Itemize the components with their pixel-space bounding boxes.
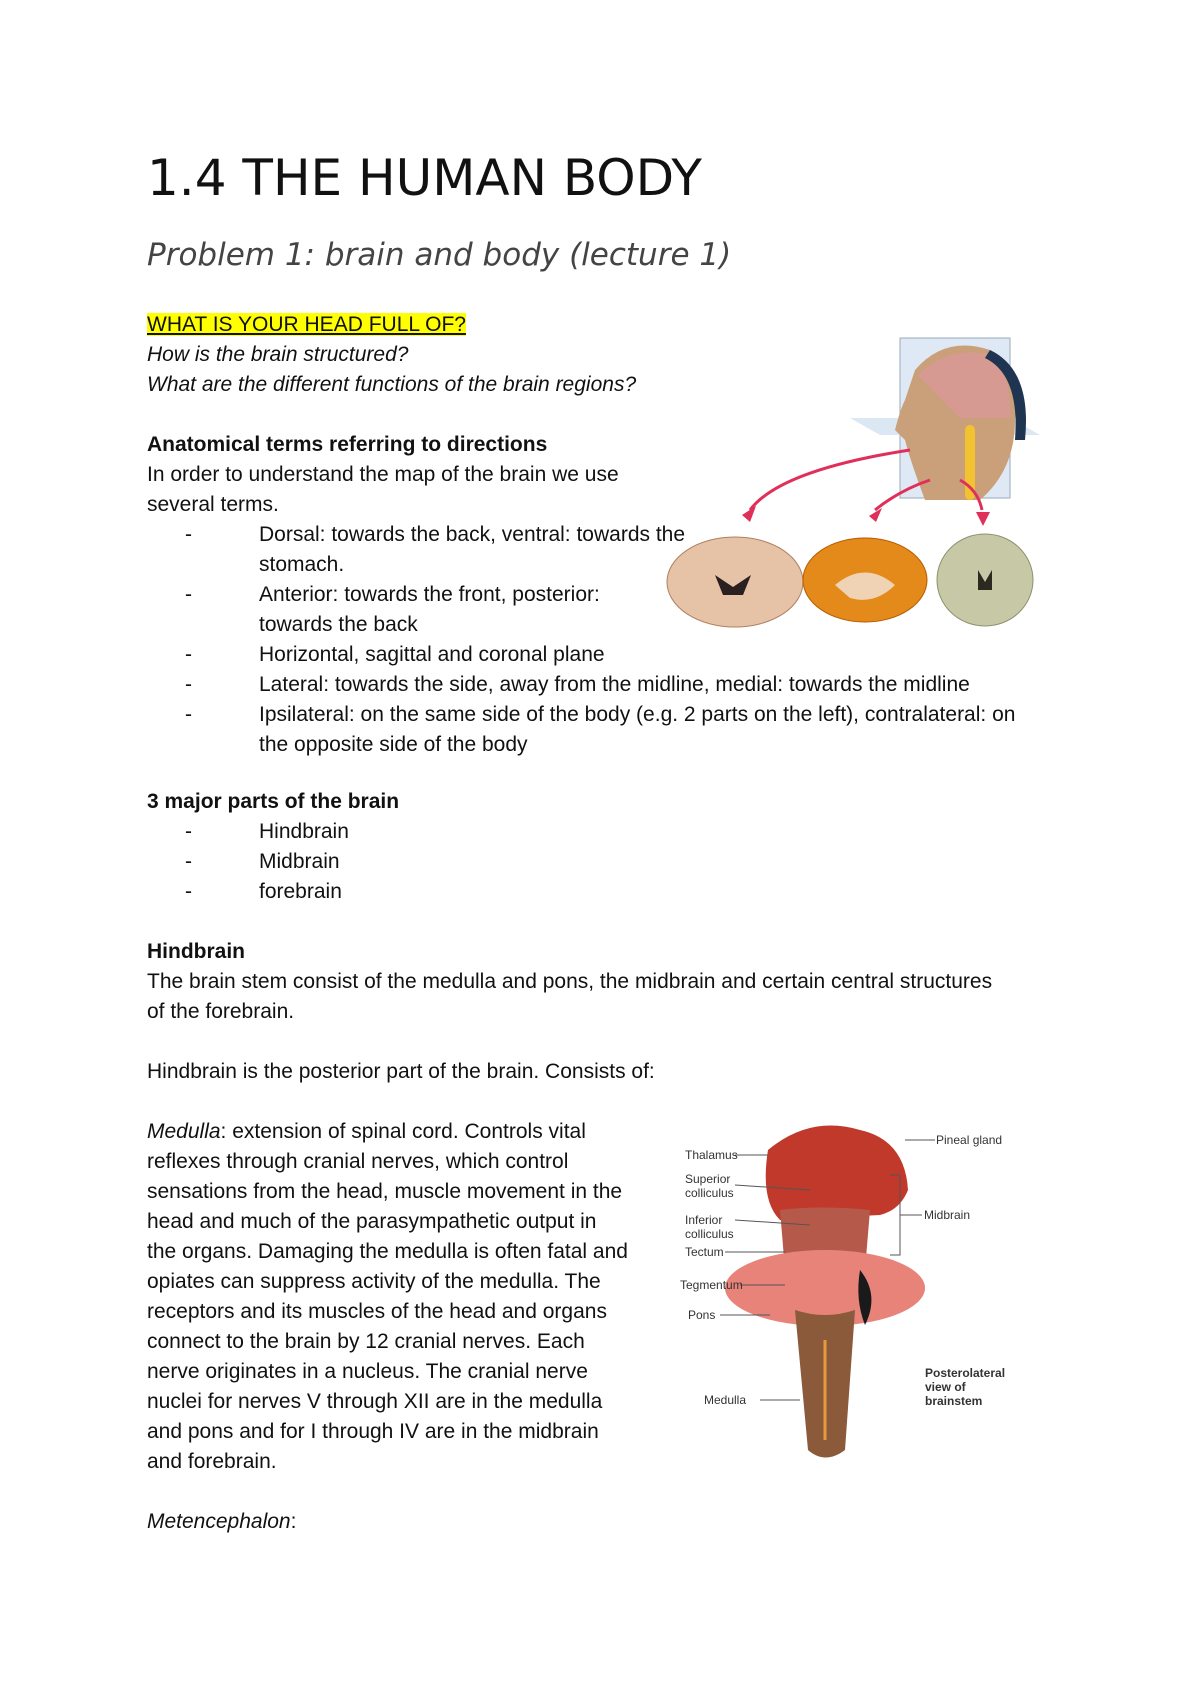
arrowhead-icon (976, 512, 990, 526)
paragraph-line: and forebrain. (147, 1450, 277, 1473)
list-line: Ipsilateral: on the same side of the body (e.g. 2 parts on the left), contralateral: on (259, 703, 1016, 726)
anatomical-heading: Anatomical terms referring to directions (147, 433, 548, 456)
arrowhead-icon (742, 506, 756, 522)
coronal-brain-section (937, 534, 1033, 626)
paragraph-line: reflexes through cranial nerves, which control (147, 1150, 569, 1173)
bullet-dash: - (185, 880, 192, 903)
figure-caption: view of (925, 1380, 966, 1394)
body-text: several terms. (147, 493, 279, 516)
bullet-dash: - (185, 643, 192, 666)
page-subtitle: Problem 1: brain and body (lecture 1) (147, 237, 732, 273)
label-midbrain: Midbrain (924, 1208, 971, 1222)
bullet-dash: - (185, 820, 192, 843)
figure-caption: Posterolateral (925, 1366, 1006, 1380)
bullet-dash: - (185, 850, 192, 873)
body-text: Hindbrain is the posterior part of the brain. Consists of: (147, 1060, 655, 1083)
thalamus-shape (766, 1126, 908, 1221)
list-line: towards the back (259, 613, 418, 636)
label-colliculus: colliculus (685, 1227, 734, 1241)
label-pineal: Pineal gland (936, 1133, 1003, 1147)
body-text: of the forebrain. (147, 1000, 295, 1023)
paragraph-line: the organs. Damaging the medulla is often fatal and (147, 1240, 628, 1263)
paragraph-line: sensations from the head, muscle movement in the (147, 1180, 623, 1203)
label-colliculus: colliculus (685, 1186, 734, 1200)
list-item-text (259, 520, 685, 580)
term-colon: : (290, 1510, 297, 1533)
label-pons: Pons (688, 1308, 716, 1322)
highlighted-heading: WHAT IS YOUR HEAD FULL OF? (147, 313, 466, 336)
metencephalon-heading (147, 1507, 296, 1537)
question-text: How is the brain structured? (147, 343, 409, 366)
body-text: The brain stem consist of the medulla and pons, the midbrain and certain central structures (147, 970, 993, 993)
label-medulla: Medulla (704, 1393, 747, 1407)
term: Medulla (147, 1120, 221, 1143)
label-inferior: Inferior (685, 1213, 723, 1227)
section-heading (147, 310, 466, 340)
list-item-text (259, 580, 600, 640)
paragraph-line: connect to the brain by 12 cranial nerves. Each (147, 1330, 585, 1353)
bullet-dash: - (185, 523, 192, 546)
major-parts-heading: 3 major parts of the brain (147, 790, 400, 813)
paragraph-line: : extension of spinal cord. Controls vital (220, 1120, 586, 1143)
list-item-text: Hindbrain (259, 820, 349, 843)
medulla-paragraph (147, 1117, 586, 1147)
list-line: Dorsal: towards the back, ventral: towards the (259, 523, 686, 546)
term: Metencephalon (147, 1510, 291, 1533)
list-item-text: Horizontal, sagittal and coronal plane (259, 643, 605, 666)
label-superior: Superior (685, 1172, 731, 1186)
bullet-dash: - (185, 673, 192, 696)
list-item (185, 700, 1135, 760)
list-item-text: Lateral: towards the side, away from the midline, medial: towards the midline (259, 673, 970, 696)
paragraph-line: receptors and its muscles of the head and organs (147, 1300, 607, 1323)
list-line: stomach. (259, 553, 345, 576)
list-line: the opposite side of the body (259, 733, 528, 756)
paragraph-line: opiates can suppress activity of the medulla. The (147, 1270, 601, 1293)
page-title: 1.4 THE HUMAN BODY (147, 149, 702, 207)
horizontal-brain-section (667, 537, 803, 627)
paragraph-line: and pons and for I through IV are in the midbrain (147, 1420, 599, 1443)
list-item-text: Midbrain (259, 850, 340, 873)
brainstem-drawing (660, 1110, 1080, 1490)
brain-planes-figure (660, 330, 1060, 655)
bullet-dash: - (185, 703, 192, 726)
label-thalamus: Thalamus (685, 1148, 738, 1162)
figure-caption: brainstem (925, 1394, 983, 1408)
brainstem-figure (660, 1110, 1080, 1490)
label-tectum: Tectum (685, 1245, 724, 1259)
list-item-text (259, 700, 1015, 760)
label-tegmentum: Tegmentum (680, 1278, 743, 1292)
paragraph-line: nuclei for nerves V through XII are in the medulla (147, 1390, 603, 1413)
question-text: What are the different functions of the brain regions? (147, 373, 637, 396)
paragraph-line: head and much of the parasympathetic output in (147, 1210, 597, 1233)
bullet-dash: - (185, 583, 192, 606)
hindbrain-heading: Hindbrain (147, 940, 245, 963)
list-item-text: forebrain (259, 880, 342, 903)
body-text: In order to understand the map of the brain we use (147, 463, 619, 486)
paragraph-line: nerve originates in a nucleus. The cranial nerve (147, 1360, 588, 1383)
list-line: Anterior: towards the front, posterior: (259, 583, 600, 606)
